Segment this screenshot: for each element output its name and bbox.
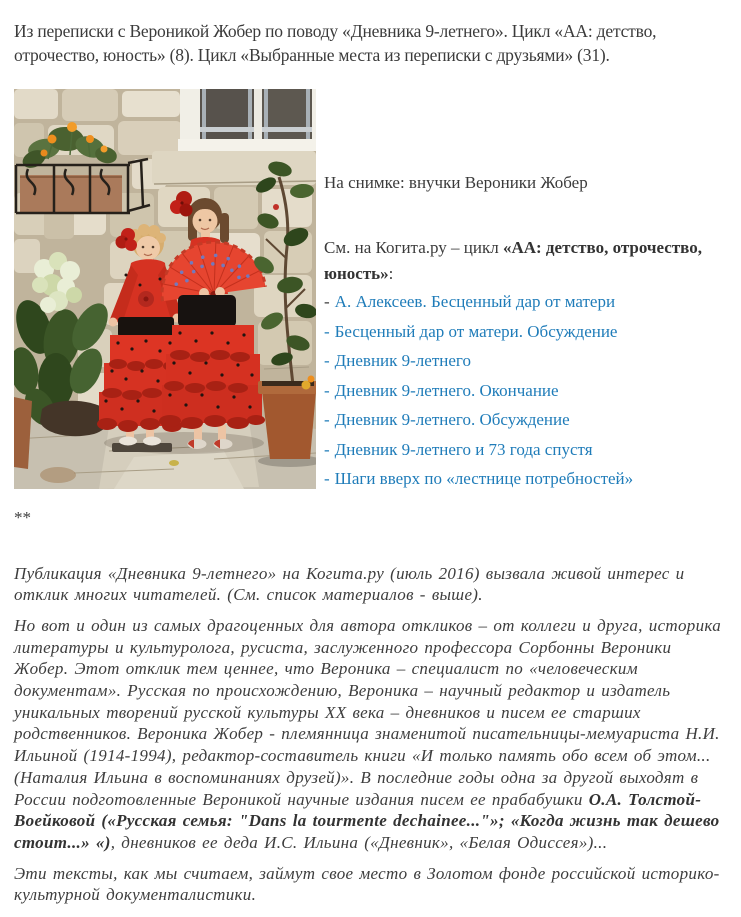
stone-lintel <box>152 151 316 185</box>
essay-paragraph-1: Публикация «Дневника 9-летнего» на Когита.ру (июль 2016) вызвала живой интерес и отклик многих читателей. (См. список материалов - выше). <box>14 563 685 605</box>
essay-section <box>14 563 729 907</box>
dash-bullet: - <box>324 439 330 459</box>
dash-bullet: - <box>324 321 330 341</box>
photo-caption: На снимке: внучки Вероники Жобер <box>324 173 588 192</box>
link-line <box>324 438 729 461</box>
see-also-suffix: : <box>388 264 394 283</box>
link-dnevnik-73-goda[interactable]: Дневник 9-летнего и 73 года спустя <box>334 439 593 459</box>
link-line <box>324 408 729 431</box>
link-dnevnik-obsuzhdenie[interactable]: Дневник 9-летнего. Обсуждение <box>334 410 570 429</box>
essay-paragraph-3: Эти тексты, как мы считаем, займут свое место в Золотом фонде российской историко-культурной документалистики. <box>14 863 720 905</box>
link-dar-obsuzhdenie[interactable]: Бесценный дар от матери. Обсуждение <box>334 321 618 341</box>
link-shagi-vverh[interactable]: Шаги вверх по «лестнице потребностей» <box>334 469 634 488</box>
essay-p2-text: Но вот и один из самых драгоценных для автора откликов – от коллеги и друга, историка литературы и культуролога, русиста, заслуженного профессора Сорбонны Вероники Жобер. Этот отклик тем ценнее, что Вероника – специалист по «человеческим документам». Русская по происхождению, Вероника – научный редактор и издатель уникальных творений русской культуры XX века – дневников и писем ее старших родственников. Вероника Жобер - племянница знаменитой писательницы-мемуариста Н.И. Ильиной (1914-1994), редактор-составитель книги «И только память обо всем об этом... (Наталия Ильина в воспоминаниях друзей)». В последние годы одна за другой выходят в России подготовленные Вероникой научные издания писем ее прабабушки <box>14 615 722 809</box>
intro-paragraph: Из переписки с Вероникой Жобер по поводу «Дневника 9-летнего». Цикл «АА: детство, отрочество, юность» (8). Цикл «Выбранные места из переписки с друзьями» (31). <box>14 21 657 65</box>
link-line <box>324 379 729 402</box>
link-line <box>324 467 729 490</box>
see-also-text <box>324 235 729 287</box>
dash-bullet: - <box>324 351 330 370</box>
essay-paragraph-2 <box>14 615 729 854</box>
see-also-prefix: См. на Когита.ру – цикл <box>324 238 503 257</box>
link-dnevnik-okonchanie[interactable]: Дневник 9-летнего. Окончание <box>334 380 559 400</box>
photo-and-links-row <box>14 89 729 497</box>
link-dnevnik[interactable]: Дневник 9-летнего <box>334 351 471 370</box>
photo-flamenco-girls <box>14 89 316 489</box>
link-bescennyj-dar[interactable]: А. Алексеев. Бесценный дар от матери <box>334 292 616 311</box>
dash-bullet: - <box>324 410 330 429</box>
photo-sidebar <box>324 89 729 497</box>
dash-bullet: - <box>324 292 330 311</box>
essay-p2-bold: О.А. Толстой-Воейковой («Русская семья: "Dans la tourmente dechainee..."»; «Когда жизнь так дешево стоит...» «) <box>14 789 720 852</box>
dash-bullet: - <box>324 380 330 400</box>
link-line <box>324 320 729 343</box>
essay-p2-tail: , дневников ее деда И.С. Ильина («Дневник», «Белая Одиссея»)... <box>110 832 608 852</box>
related-links-list <box>324 290 729 490</box>
link-line <box>324 290 729 313</box>
link-line <box>324 349 729 372</box>
window <box>178 89 316 151</box>
dash-bullet: - <box>324 469 330 488</box>
cycle-title-bold: «АА: детство, отрочество, юность» <box>324 238 702 283</box>
asterisk-separator: ** <box>14 507 31 527</box>
